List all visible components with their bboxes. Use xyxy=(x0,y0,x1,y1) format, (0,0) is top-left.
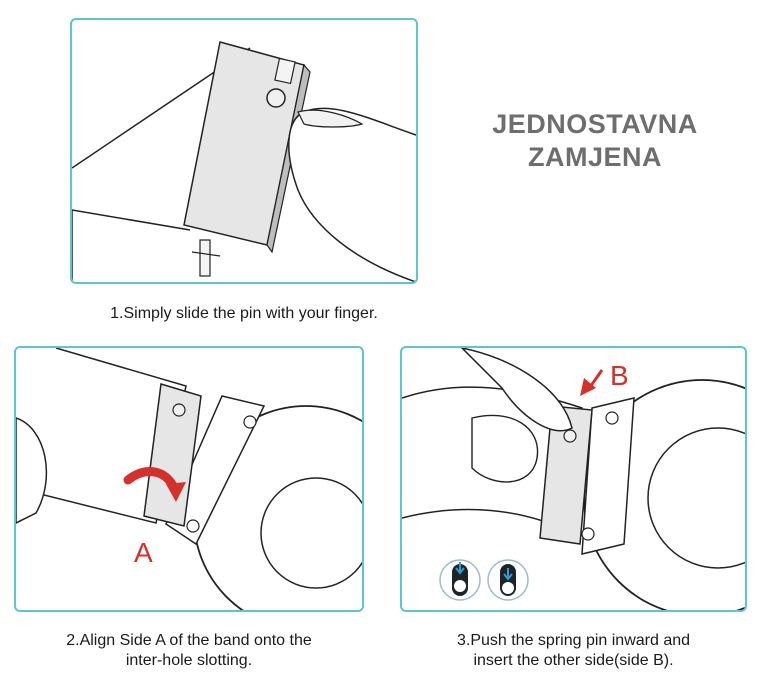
step-2-caption xyxy=(14,631,364,671)
step-3-caption-line-2: insert the other side(side B). xyxy=(473,652,674,669)
lug-screw-bottom xyxy=(582,528,594,540)
finger xyxy=(289,108,416,282)
watch-dial xyxy=(261,478,362,588)
pin-knob xyxy=(267,89,285,107)
pin-indicator-out xyxy=(440,560,480,600)
title-line-2: ZAMJENA xyxy=(527,142,662,172)
step-1-caption xyxy=(70,304,418,324)
step-2-caption-line-1: 2.Align Side A of the band onto the xyxy=(66,632,312,649)
pin-indicator-in xyxy=(488,560,528,600)
side-b-label: B xyxy=(610,360,629,391)
lug-screw-top xyxy=(244,416,256,428)
title-line-1: JEDNOSTAVNA xyxy=(492,109,698,139)
lug-screw-bottom xyxy=(187,520,199,532)
pin-knob xyxy=(173,404,185,416)
step-1-illustration xyxy=(70,18,418,284)
step-2-drawing xyxy=(16,348,362,610)
step-1-drawing xyxy=(72,20,416,282)
step-1-caption-line-1: 1.Simply slide the pin with your finger. xyxy=(110,305,378,322)
band-lower-edge xyxy=(72,210,190,282)
step-3-illustration xyxy=(400,346,747,612)
step-3-caption-line-1: 3.Push the spring pin inward and xyxy=(456,632,691,649)
lug-screw-top xyxy=(606,412,618,424)
page-title xyxy=(470,108,720,174)
step-3-drawing xyxy=(402,348,745,610)
side-a-label: A xyxy=(134,537,153,568)
step-2-illustration xyxy=(14,346,364,612)
spring-pin-bottom xyxy=(200,240,210,276)
step-2-caption-line-2: inter-hole slotting. xyxy=(125,652,253,669)
pin-knob xyxy=(564,430,576,442)
step-3-caption xyxy=(400,631,747,671)
